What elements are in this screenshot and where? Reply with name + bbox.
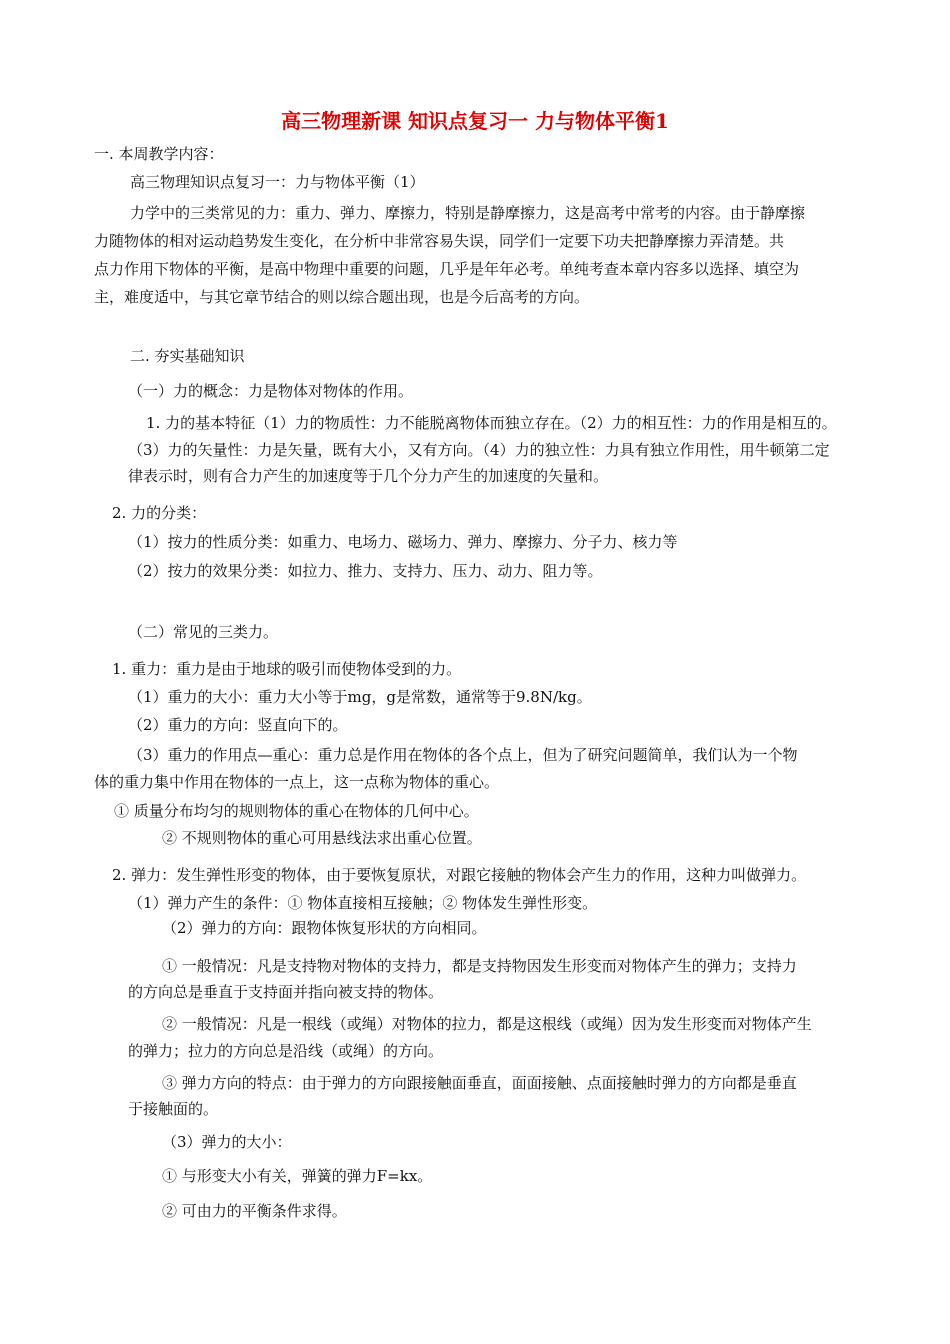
- paragraph-line: 1. 重力：重力是由于地球的吸引而使物体受到的力。: [112, 660, 462, 678]
- paragraph-line: 力学中的三类常见的力：重力、弹力、摩擦力，特别是静摩擦力，这是高考中常考的内容。由于静摩擦: [130, 204, 806, 222]
- paragraph-line: ② 一般情况：凡是一根线（或绳）对物体的拉力，都是这根线（或绳）因为发生形变而对物体产生: [162, 1015, 812, 1033]
- paragraph-line: 于接触面的。: [128, 1100, 219, 1118]
- paragraph-line: ① 一般情况：凡是支持物对物体的支持力，都是支持物因发生形变而对物体产生的弹力；支持力: [162, 957, 797, 975]
- paragraph-line: 2. 力的分类：: [112, 504, 207, 522]
- paragraph-line: ① 与形变大小有关，弹簧的弹力F=kx。: [162, 1167, 433, 1185]
- paragraph-line: 主，难度适中，与其它章节结合的则以综合题出现，也是今后高考的方向。: [94, 288, 590, 306]
- document-title: 高三物理新课 知识点复习一 力与物体平衡1: [281, 109, 669, 133]
- paragraph-line: ③ 弹力方向的特点：由于弹力的方向跟接触面垂直，面面接触、点面接触时弹力的方向都是垂直: [162, 1074, 797, 1092]
- section-heading: 二. 夯实基础知识: [130, 347, 245, 365]
- paragraph-line: （3）弹力的大小：: [162, 1133, 292, 1151]
- section-heading: 一. 本周教学内容：: [94, 145, 224, 163]
- paragraph-line: 律表示时，则有合力产生的加速度等于几个分力产生的加速度的矢量和。: [128, 467, 609, 485]
- paragraph-line: 的弹力；拉力的方向总是沿线（或绳）的方向。: [128, 1042, 444, 1060]
- paragraph-line: 体的重力集中作用在物体的一点上，这一点称为物体的重心。: [94, 773, 500, 791]
- paragraph-line: （3）重力的作用点—重心：重力总是作用在物体的各个点上，但为了研究问题简单，我们认为一个物: [128, 746, 798, 764]
- paragraph-line: ② 可由力的平衡条件求得。: [162, 1202, 347, 1220]
- paragraph-line: 的方向总是垂直于支持面并指向被支持的物体。: [128, 983, 444, 1001]
- paragraph-line: （3）力的矢量性：力是矢量，既有大小，又有方向。（4）力的独立性：力具有独立作用性，用牛顿第二定: [128, 441, 830, 459]
- paragraph-line: ② 不规则物体的重心可用悬线法求出重心位置。: [162, 829, 482, 847]
- paragraph-line: （2）重力的方向：竖直向下的。: [128, 716, 348, 734]
- paragraph-line: （1）重力的大小：重力大小等于mg，g是常数，通常等于9.8N/kg。: [128, 688, 592, 706]
- paragraph-line: （2）弹力的方向：跟物体恢复形状的方向相同。: [162, 919, 487, 937]
- paragraph-line: 力随物体的相对运动趋势发生变化，在分析中非常容易失误，同学们一定要下功夫把静摩擦力弄清楚。共: [94, 232, 785, 250]
- section-heading: （二）常见的三类力。: [128, 623, 279, 641]
- paragraph-line: （1）按力的性质分类：如重力、电场力、磁场力、弹力、摩擦力、分子力、核力等: [128, 533, 678, 551]
- paragraph-line: ① 质量分布均匀的规则物体的重心在物体的几何中心。: [114, 802, 479, 820]
- paragraph-line: （2）按力的效果分类：如拉力、推力、支持力、压力、动力、阻力等。: [128, 562, 603, 580]
- paragraph-line: （1）弹力产生的条件：① 物体直接相互接触；② 物体发生弹性形变。: [128, 894, 598, 912]
- paragraph-line: 2. 弹力：发生弹性形变的物体，由于要恢复原状，对跟它接触的物体会产生力的作用，这种力叫做弹力。: [112, 866, 807, 884]
- paragraph-line: 1. 力的基本特征（1）力的物质性：力不能脱离物体而独立存在。（2）力的相互性：力的作用是相互的。: [146, 414, 837, 432]
- paragraph-line: 高三物理知识点复习一：力与物体平衡（1）: [130, 173, 425, 191]
- paragraph-line: （一）力的概念：力是物体对物体的作用。: [128, 382, 414, 400]
- paragraph-line: 点力作用下物体的平衡，是高中物理中重要的问题，几乎是年年必考。单纯考查本章内容多以选择、填空为: [94, 260, 800, 278]
